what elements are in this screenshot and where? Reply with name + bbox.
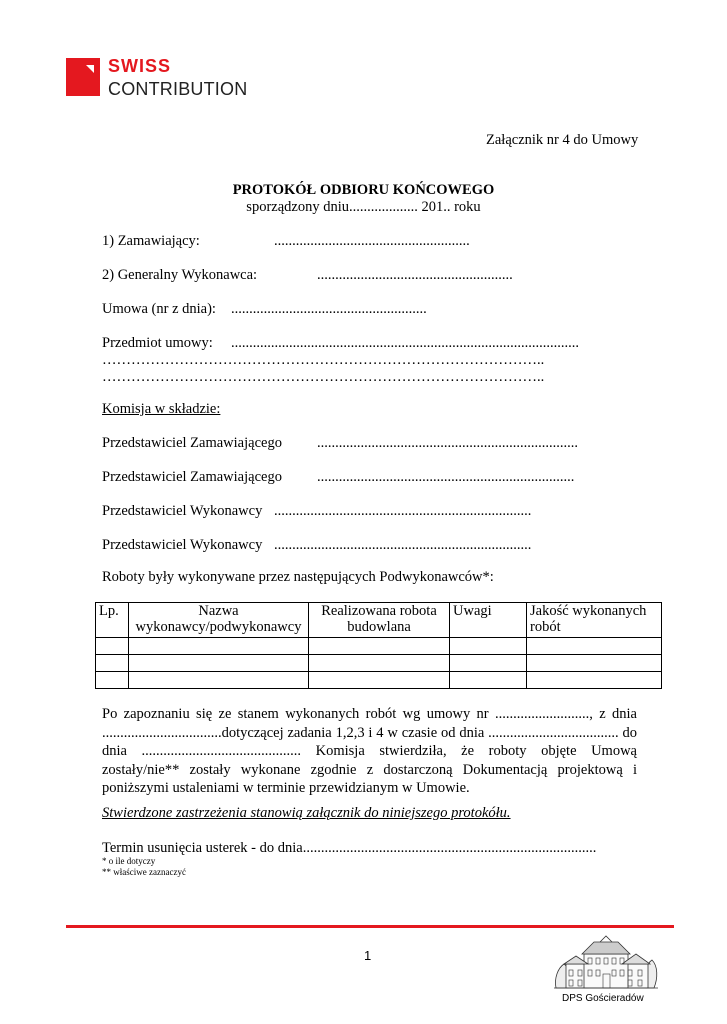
rep-ordering-1-dots: ........................................................................ <box>317 435 578 451</box>
subcontractors-table <box>95 602 662 689</box>
table-cell[interactable] <box>129 672 309 689</box>
subject-dots: ................................................................................................ <box>231 335 579 351</box>
table-cell[interactable] <box>527 638 662 655</box>
table-cell[interactable] <box>527 655 662 672</box>
subject-line-3: ……………………………………………………………………………….. <box>102 369 545 385</box>
ordering-party-dots: ...................................................... <box>274 233 470 249</box>
ordering-party-label: 1) Zamawiający: <box>102 233 200 249</box>
table-cell[interactable] <box>309 655 450 672</box>
table-cell[interactable] <box>96 638 129 655</box>
rep-ordering-1-label: Przedstawiciel Zamawiającego <box>102 435 282 451</box>
document-subtitle: sporządzony dniu................... 201.. roku <box>246 199 481 215</box>
subject-label: Przedmiot umowy: <box>102 335 213 351</box>
general-contractor-label: 2) Generalny Wykonawca: <box>102 267 258 283</box>
rep-ordering-2-dots: ....................................................................... <box>317 469 575 485</box>
table-cell[interactable] <box>309 672 450 689</box>
page-number: 1 <box>364 948 372 963</box>
footer-divider <box>66 925 674 928</box>
swiss-contribution-logo-mark <box>66 58 100 96</box>
rep-contractor-1-dots: ....................................................................... <box>274 503 532 519</box>
table-header-cell: Uwagi <box>450 603 527 638</box>
table-cell[interactable] <box>450 638 527 655</box>
table-cell[interactable] <box>96 672 129 689</box>
annex-reference: Załącznik nr 4 do Umowy <box>486 132 639 148</box>
logo-text-contribution: CONTRIBUTION <box>108 79 248 99</box>
subject-line-2: ……………………………………………………………………………….. <box>102 352 545 368</box>
table-row <box>96 655 662 672</box>
table-header-cell: Realizowana robota budowlana <box>309 603 450 638</box>
table-cell[interactable] <box>450 672 527 689</box>
table-header-row <box>96 603 662 638</box>
agreement-label: Umowa (nr z dnia): <box>102 301 216 317</box>
dps-building-illustration <box>554 934 658 990</box>
footnote-1: * o ile dotyczy <box>102 856 156 866</box>
commission-heading: Komisja w składzie: <box>102 401 221 417</box>
rep-ordering-2-label: Przedstawiciel Zamawiającego <box>102 469 282 485</box>
table-header-cell: Nazwa wykonawcy/podwykonawcy <box>129 603 309 638</box>
table-cell[interactable] <box>309 638 450 655</box>
rep-contractor-2-dots: ....................................................................... <box>274 537 532 553</box>
table-header-cell: Lp. <box>96 603 129 638</box>
agreement-dots: ...................................................... <box>231 301 427 317</box>
defect-deadline: Termin usunięcia usterek - do dnia................................................................................. <box>102 840 597 856</box>
document-title: PROTOKÓŁ ODBIORU KOŃCOWEGO <box>232 182 495 198</box>
rep-contractor-2-label: Przedstawiciel Wykonawcy <box>102 537 263 553</box>
table-row <box>96 638 662 655</box>
footnote-2: ** właściwe zaznaczyć <box>102 867 186 877</box>
table-cell[interactable] <box>96 655 129 672</box>
subcontractors-intro: Roboty były wykonywane przez następujących Podwykonawców*: <box>102 569 494 585</box>
table-cell[interactable] <box>450 655 527 672</box>
table-header-cell: Jakość wykonanych robót <box>527 603 662 638</box>
rep-contractor-1-label: Przedstawiciel Wykonawcy <box>102 503 263 519</box>
dps-label: DPS Gościeradów <box>562 993 644 1004</box>
table-cell[interactable] <box>129 638 309 655</box>
logo-text-swiss: SWISS <box>108 56 172 76</box>
general-contractor-dots: ...................................................... <box>317 267 513 283</box>
table-row <box>96 672 662 689</box>
table-cell[interactable] <box>527 672 662 689</box>
table-cell[interactable] <box>129 655 309 672</box>
findings-paragraph: Po zapoznaniu się ze stanem wykonanych robót wg umowy nr .........................., z dnia .................................dotyczącej zadania 1,2,3 i 4 w czasie od dnia .................................... do dnia ............................................ Komisja stwierdziła, że roboty objęte Umową zostały/nie** zostały wykonane zgodnie z dostarczoną Dokumentacją projektową i poniższymi ustaleniami w terminie przewidzianym w Umowie. <box>102 706 637 796</box>
reservations-note: Stwierdzone zastrzeżenia stanowią załącznik do niniejszego protokółu. <box>102 805 511 821</box>
